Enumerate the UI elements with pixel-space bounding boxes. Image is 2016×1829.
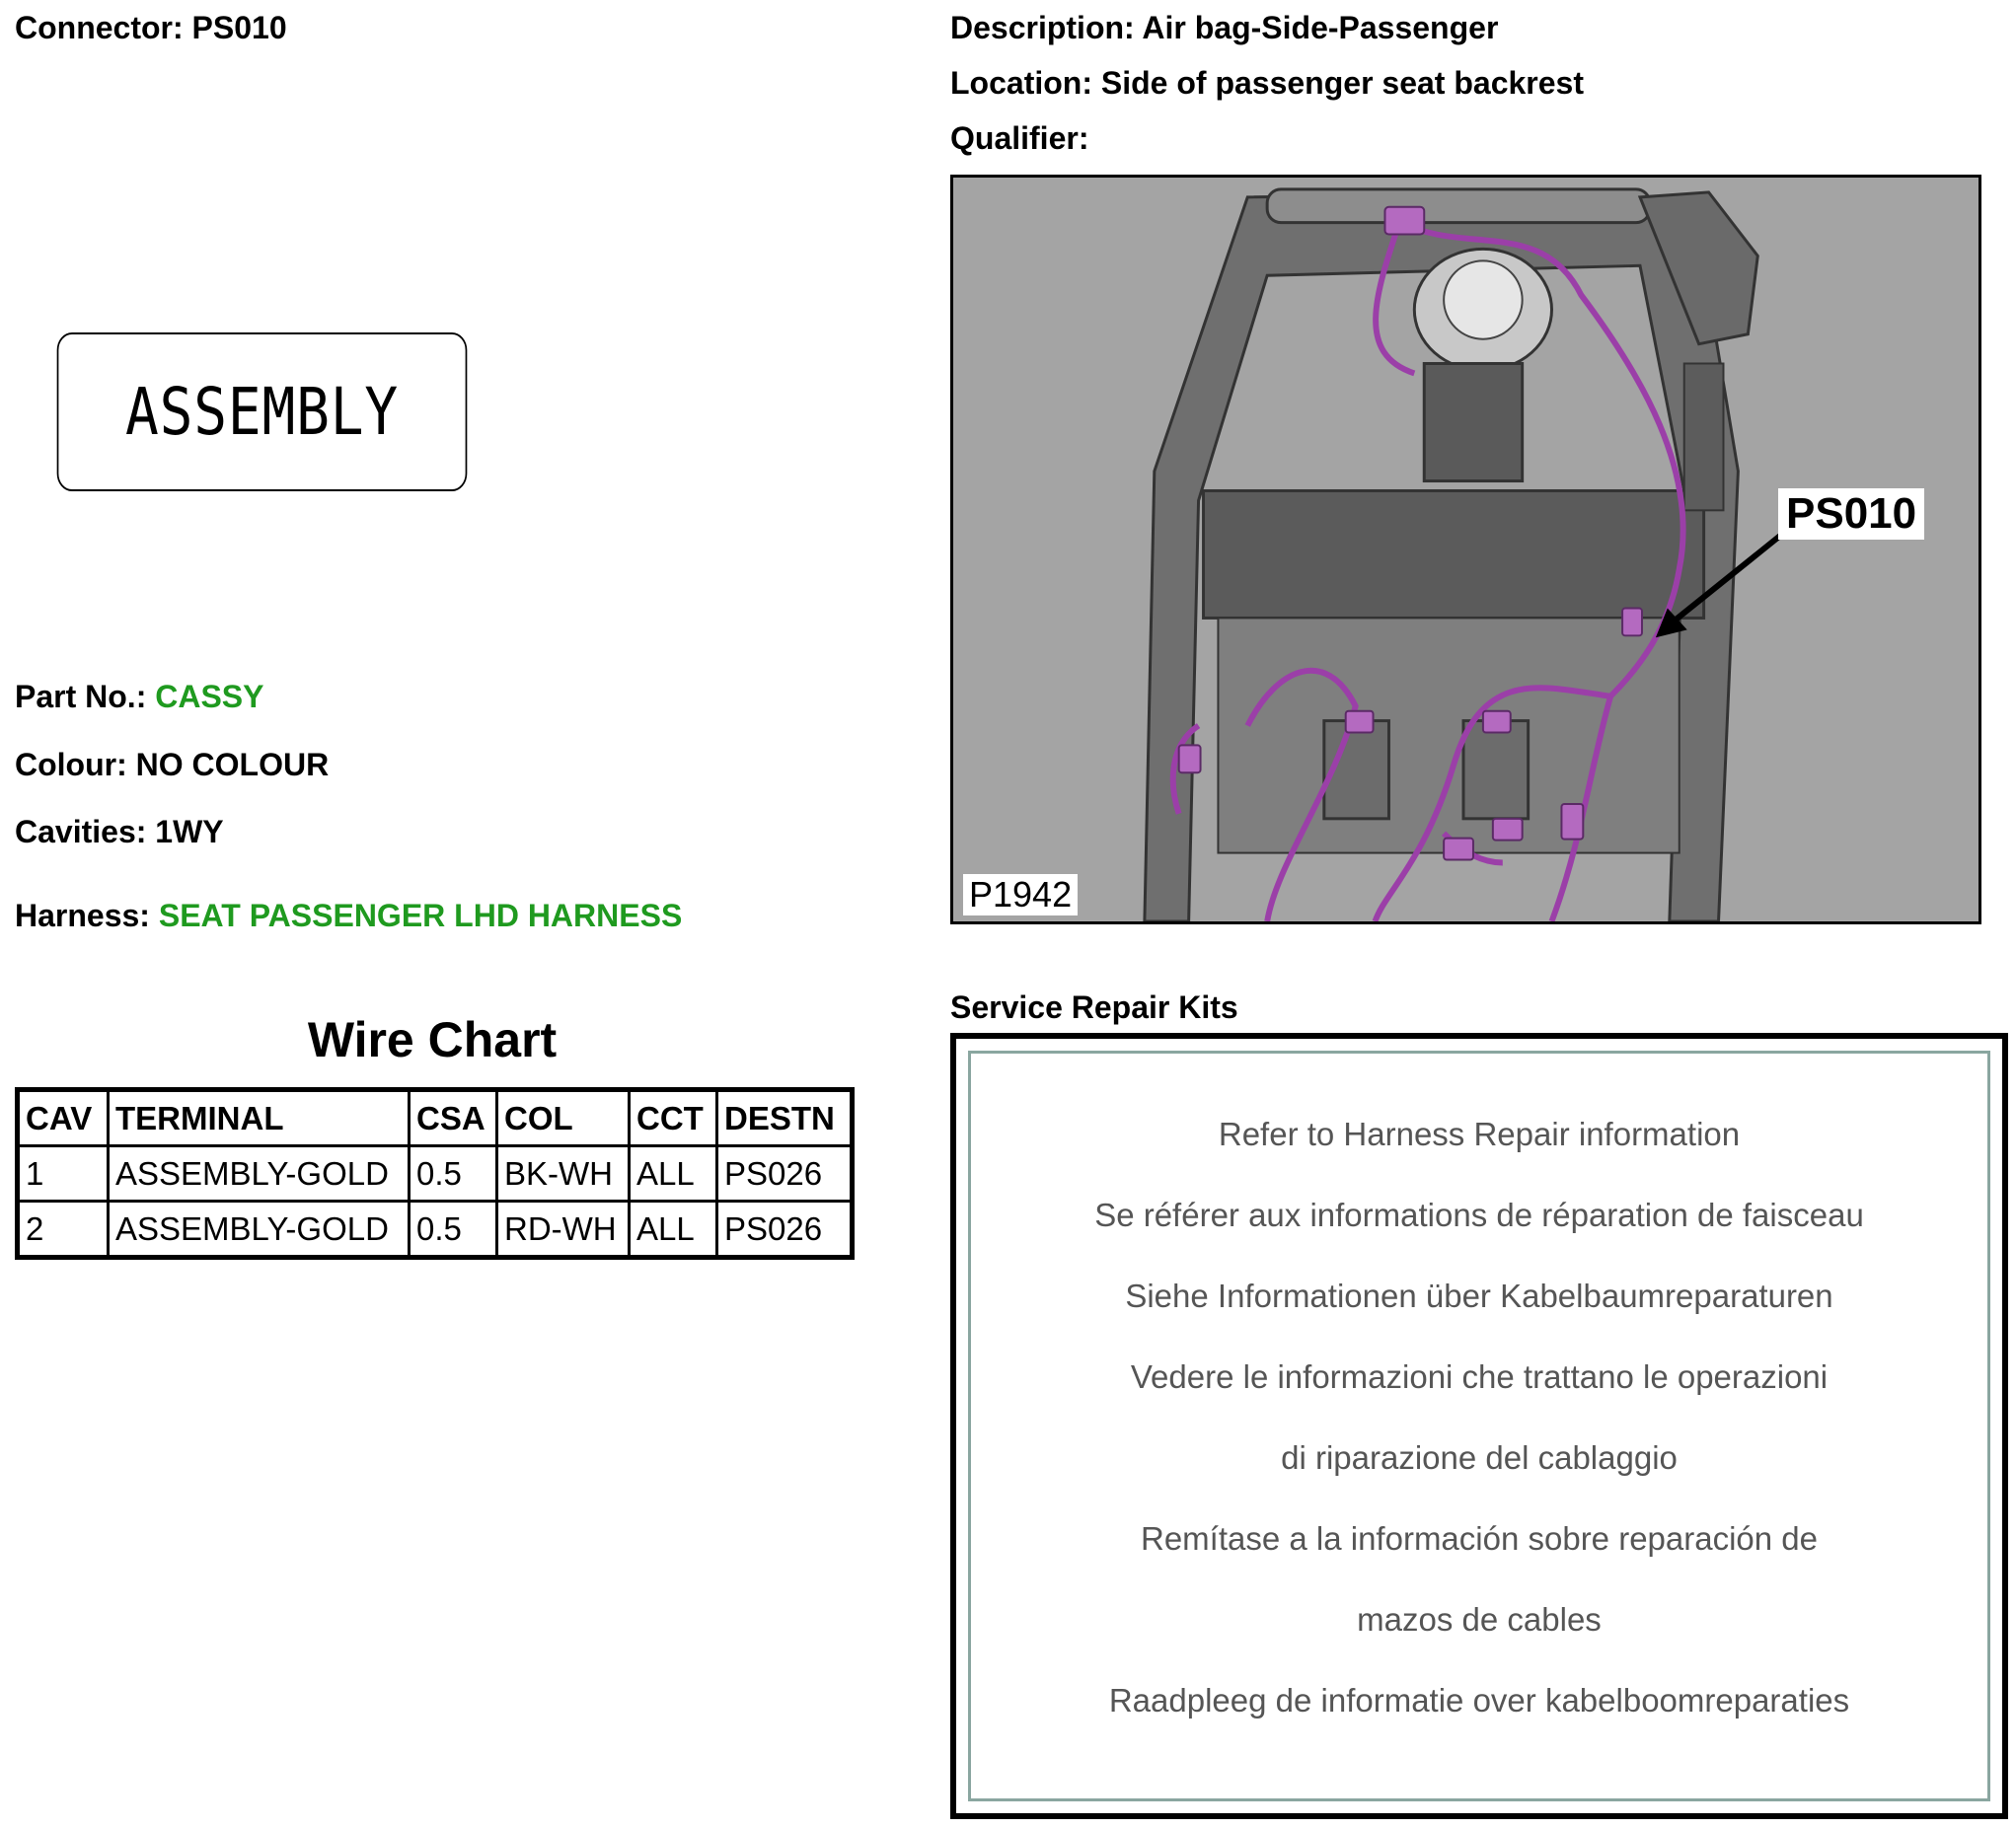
cell-col: RD-WH [497,1202,630,1258]
service-repair-box [950,1033,2008,1819]
description-value: Air bag-Side-Passenger [1142,10,1499,45]
cell-destn[interactable]: PS026 [717,1202,853,1258]
table-row [18,1146,853,1202]
cavities-field [15,814,224,850]
service-line: di riparazione del cablaggio [1281,1439,1678,1476]
wire-chart-table [15,1087,855,1260]
service-line: mazos de cables [1357,1601,1602,1638]
service-line: Refer to Harness Repair information [1218,1116,1741,1152]
table-row [18,1202,853,1258]
header-col: COL [497,1090,630,1146]
qualifier-label: Qualifier: [950,120,1089,156]
service-line: Raadpleeg de informatie over kabelboomreparaties [1108,1682,1850,1719]
location-value: Side of passenger seat backrest [1100,65,1584,101]
connector-field [15,10,287,46]
connector-location-figure [950,175,1981,924]
cell-csa: 0.5 [410,1202,497,1258]
service-line: Vedere le informazioni che trattano le operazioni [1130,1358,1829,1395]
location-label: Location: [950,65,1092,101]
cell-terminal: ASSEMBLY-GOLD [109,1202,410,1258]
connector-label: Connector: [15,10,184,45]
harness-field [15,898,682,934]
service-line: Remítase a la información sobre reparación de [1140,1520,1819,1557]
cell-cct: ALL [630,1146,717,1202]
service-repair-title: Service Repair Kits [950,989,1238,1025]
cavities-value: 1WY [155,814,224,849]
harness-value[interactable]: SEAT PASSENGER LHD HARNESS [158,898,683,933]
part-no-label: Part No.: [15,679,147,714]
harness-label: Harness: [15,898,150,933]
header-csa: CSA [410,1090,497,1146]
figure-label: P1942 [963,874,1078,915]
connector-callout: PS010 [1778,488,1924,540]
part-no-field [15,679,263,715]
cavities-label: Cavities: [15,814,147,849]
qualifier-field [950,120,1088,157]
colour-field [15,747,329,783]
header-terminal: TERMINAL [109,1090,410,1146]
service-line: Siehe Informationen über Kabelbaumreparaturen [1125,1278,1833,1314]
header-destn: DESTN [717,1090,853,1146]
location-field [950,65,1584,102]
cell-cav: 2 [18,1202,109,1258]
cell-cav: 1 [18,1146,109,1202]
wire-chart-header-row [18,1090,853,1146]
cell-destn[interactable]: PS026 [717,1146,853,1202]
colour-label: Colour: [15,747,127,782]
service-repair-inner [968,1051,1990,1801]
colour-value: NO COLOUR [135,747,330,782]
assembly-box [57,332,468,491]
cell-col: BK-WH [497,1146,630,1202]
assembly-text: ASSEMBLY [124,374,399,450]
header-cav: CAV [18,1090,109,1146]
cell-csa: 0.5 [410,1146,497,1202]
service-line: Se référer aux informations de réparation de faisceau [1094,1197,1864,1233]
seat-frame-illustration [953,178,1979,921]
wire-chart-title: Wire Chart [307,1012,558,1067]
cell-terminal: ASSEMBLY-GOLD [109,1146,410,1202]
connector-value: PS010 [191,10,287,45]
description-field [950,10,1498,46]
cell-cct: ALL [630,1202,717,1258]
description-label: Description: [950,10,1135,45]
part-no-value[interactable]: CASSY [155,679,264,714]
header-cct: CCT [630,1090,717,1146]
